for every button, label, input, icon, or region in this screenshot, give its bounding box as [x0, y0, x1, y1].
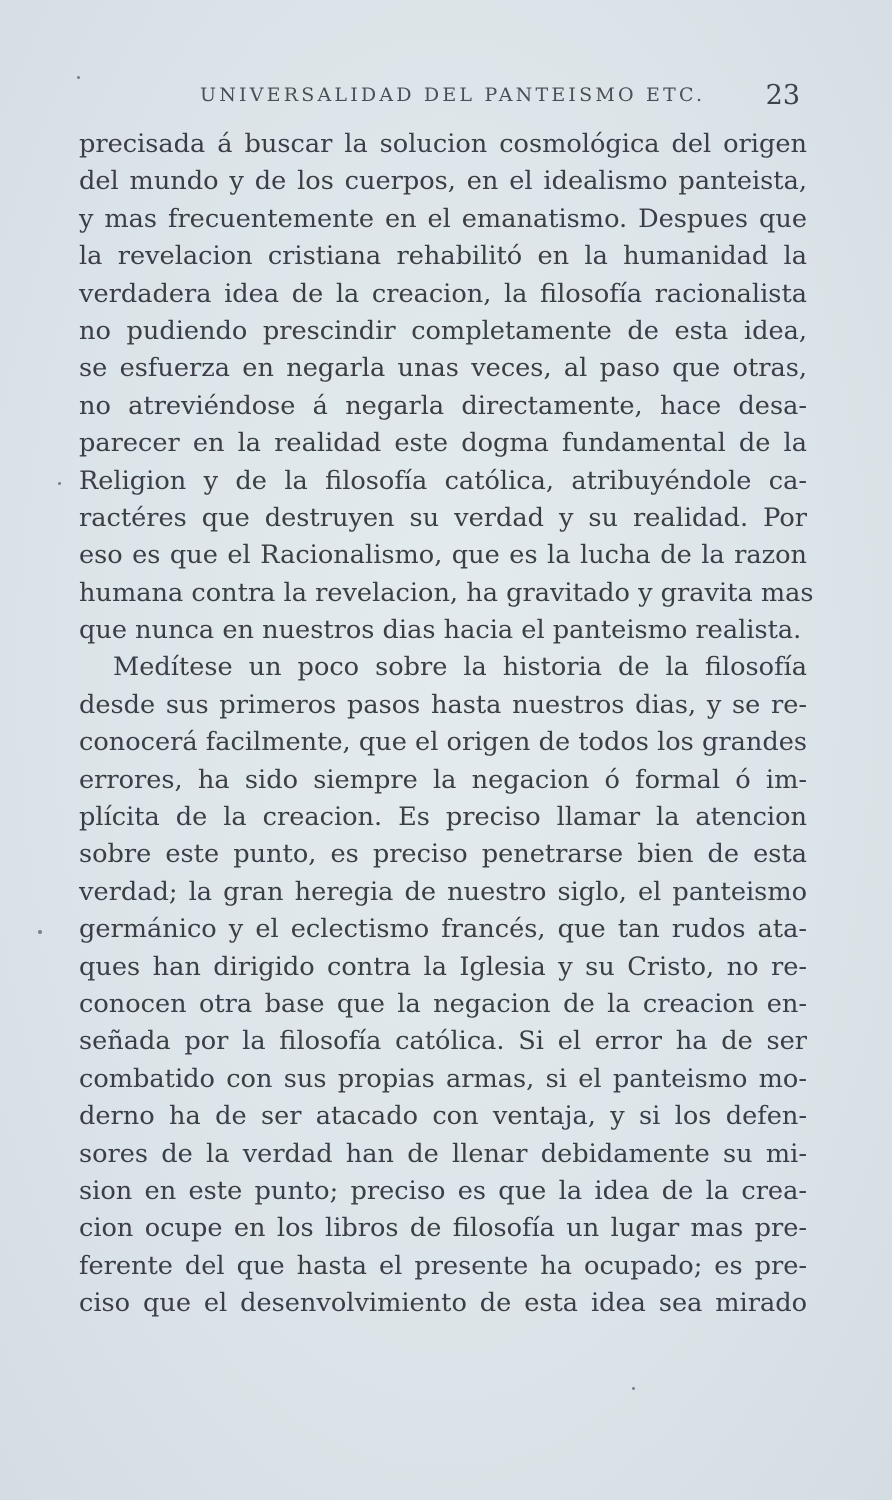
text-line: verdad; la gran heregia de nuestro siglo, el panteismo [79, 876, 807, 907]
text-line: que nunca en nuestros dias hacia el panteismo realista. [79, 615, 802, 646]
text-line: sobre este punto, es preciso penetrarse bien de esta [79, 839, 807, 870]
text-line: ractéres que destruyen su verdad y su realidad. Por [79, 502, 807, 533]
paper-speck [38, 930, 42, 934]
text-line: y mas frecuentemente en el emanatismo. Despues que [79, 203, 807, 234]
text-line: sion en este punto; preciso es que la idea de la crea- [79, 1175, 807, 1206]
paper-speck [77, 76, 80, 79]
text-line: plícita de la creacion. Es preciso llamar la atencion [79, 802, 807, 833]
text-line: conocen otra base que la negacion de la creacion en- [79, 988, 807, 1019]
paper-speck [58, 482, 61, 485]
text-line: señada por la filosofía católica. Si el error ha de ser [79, 1026, 807, 1057]
paragraph [79, 126, 814, 649]
text-line: precisada á buscar la solucion cosmológica del origen [79, 129, 807, 159]
text-line: desde sus primeros pasos hasta nuestros dias, y se re- [79, 689, 807, 720]
text-line: ferente del que hasta el presente ha ocupado; es pre- [79, 1250, 807, 1281]
text-line: errores, ha sido siempre la negacion ó formal ó im- [79, 764, 807, 795]
text-line: parecer en la realidad este dogma fundamental de la [79, 428, 807, 459]
text-line: sores de la verdad han de llenar debidamente su mi- [79, 1138, 807, 1169]
text-line: humana contra la revelacion, ha gravitado y gravita mas [79, 577, 814, 608]
text-line: cion ocupe en los libros de filosofía un lugar mas pre- [79, 1213, 807, 1244]
page-header [200, 80, 800, 112]
text-line: germánico y el eclectismo francés, que tan rudos ata- [79, 914, 807, 945]
text-line: no atreviéndose á negarla directamente, hace desa- [79, 390, 807, 421]
paper-speck [632, 1387, 635, 1390]
text-line: Medítese un poco sobre la historia de la filosofía [113, 652, 807, 683]
text-line: ciso que el desenvolvimiento de esta idea sea mirado [79, 1288, 807, 1319]
page-number: 23 [765, 80, 800, 111]
running-head: UNIVERSALIDAD DEL PANTEISMO ETC. [200, 84, 706, 106]
text-line: ques han dirigido contra la Iglesia y su Cristo, no re- [79, 951, 807, 982]
text-line: eso es que el Racionalismo, que es la lucha de la razon [79, 540, 807, 571]
text-line: verdadera idea de la creacion, la filosofía racionalista [79, 278, 807, 309]
text-line: se esfuerza en negarla unas veces, al paso que otras, [79, 353, 807, 384]
text-line: del mundo y de los cuerpos, en el idealismo panteista, [79, 166, 807, 197]
body-text [79, 126, 814, 1323]
text-line: no pudiendo prescindir completamente de esta idea, [79, 315, 807, 346]
text-line: conocerá facilmente, que el origen de todos los grandes [79, 727, 807, 758]
text-line: combatido con sus propias armas, si el panteismo mo- [79, 1063, 807, 1094]
text-line: la revelacion cristiana rehabilitó en la humanidad la [79, 241, 807, 272]
paragraph [79, 649, 807, 1322]
text-line: Religion y de la filosofía católica, atribuyéndole ca- [79, 465, 807, 496]
text-line: derno ha de ser atacado con ventaja, y si los defen- [79, 1101, 807, 1132]
